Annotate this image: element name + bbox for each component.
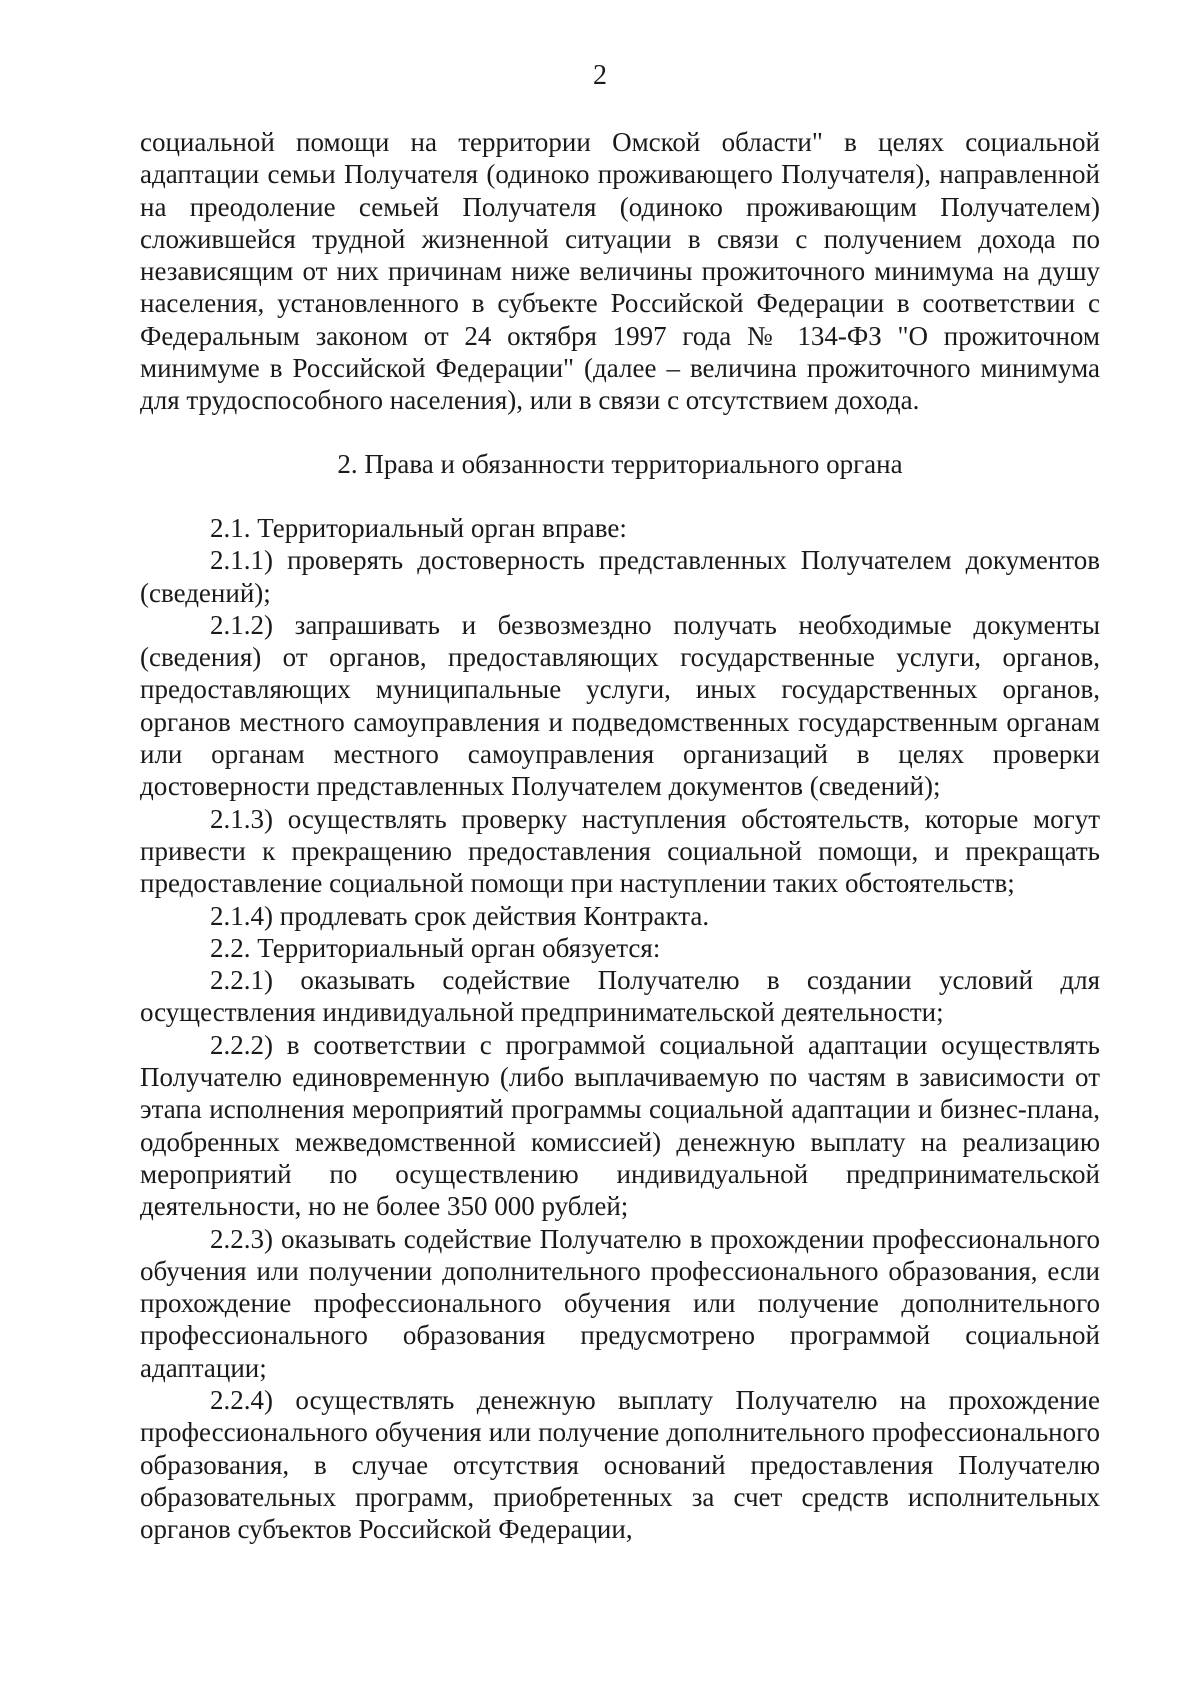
document-body (140, 126, 1100, 1545)
clause-2-1-3: 2.1.3) осуществлять проверку наступления обстоятельств, которые могут привести к прекращению предоставления социальной помощи, и прекращать предоставление социальной помощи при наступлении таких обстоятельств; (140, 803, 1100, 899)
clause-2-1-2: 2.1.2) запрашивать и безвозмездно получать необходимые документы (сведения) от органов, предоставляющих государственные услуги, органов, предоставляющих муниципальные услуги, иных государственных органов, органов местного самоуправления и подведомственных государственным органам или органам местного самоуправления организаций в целях проверки достоверности представленных Получателем документов (сведений); (140, 609, 1100, 802)
clause-2-1-1: 2.1.1) проверять достоверность представленных Получателем документов (сведений); (140, 545, 1100, 608)
clause-2-2: 2.2. Территориальный орган обязуется: (210, 932, 661, 963)
clause-2-2-1: 2.2.1) оказывать содействие Получателю в создании условий для осуществления индивидуальной предпринимательской деятельности; (140, 965, 1100, 1028)
clause-2-2-2: 2.2.2) в соответствии с программой социальной адаптации осуществлять Получателю единовременную (либо выплачиваемую по частям в зависимости от этапа исполнения мероприятий программы социальной адаптации и бизнес-плана, одобренных межведомственной комиссией) денежную выплату на реализацию мероприятий по осуществлению индивидуальной предпринимательской деятельности, но не более 350 000 рублей; (140, 1029, 1100, 1222)
intro-paragraph: социальной помощи на территории Омской области" в целях социальной адаптации семьи Получателя (одиноко проживающего Получателя), направленной на преодоление семьей Получателя (одиноко проживающим Получателем) сложившейся трудной жизненной ситуации в связи с получением дохода по независящим от них причинам ниже величины прожиточного минимума на душу населения, установленного в субъекте Российской Федерации в соответствии с Федеральным законом от 24 октября 1997 года № 134-ФЗ "О прожиточном минимуме в Российской Федерации" (далее – величина прожиточного минимума для трудоспособного населения), или в связи с отсутствием дохода. (140, 127, 1100, 416)
section-heading: 2. Права и обязанности территориального органа (337, 448, 903, 479)
page-number: 2 (593, 60, 607, 91)
clause-2-1-4: 2.1.4) продлевать срок действия Контракта. (210, 900, 710, 931)
clause-2-2-3: 2.2.3) оказывать содействие Получателю в прохождении профессионального обучения или получении дополнительного профессионального образования, если прохождение профессионального обучения или получение дополнительного профессионального образования предусмотрено программой социальной адаптации; (140, 1223, 1100, 1383)
clause-2-1: 2.1. Территориальный орган вправе: (210, 512, 627, 543)
clause-2-2-4: 2.2.4) осуществлять денежную выплату Получателю на прохождение профессионального обучения или получение дополнительного профессионального образования, в случае отсутствия оснований предоставления Получателю образовательных программ, приобретенных за счет средств исполнительных органов субъектов Российской Федерации, (140, 1384, 1100, 1545)
